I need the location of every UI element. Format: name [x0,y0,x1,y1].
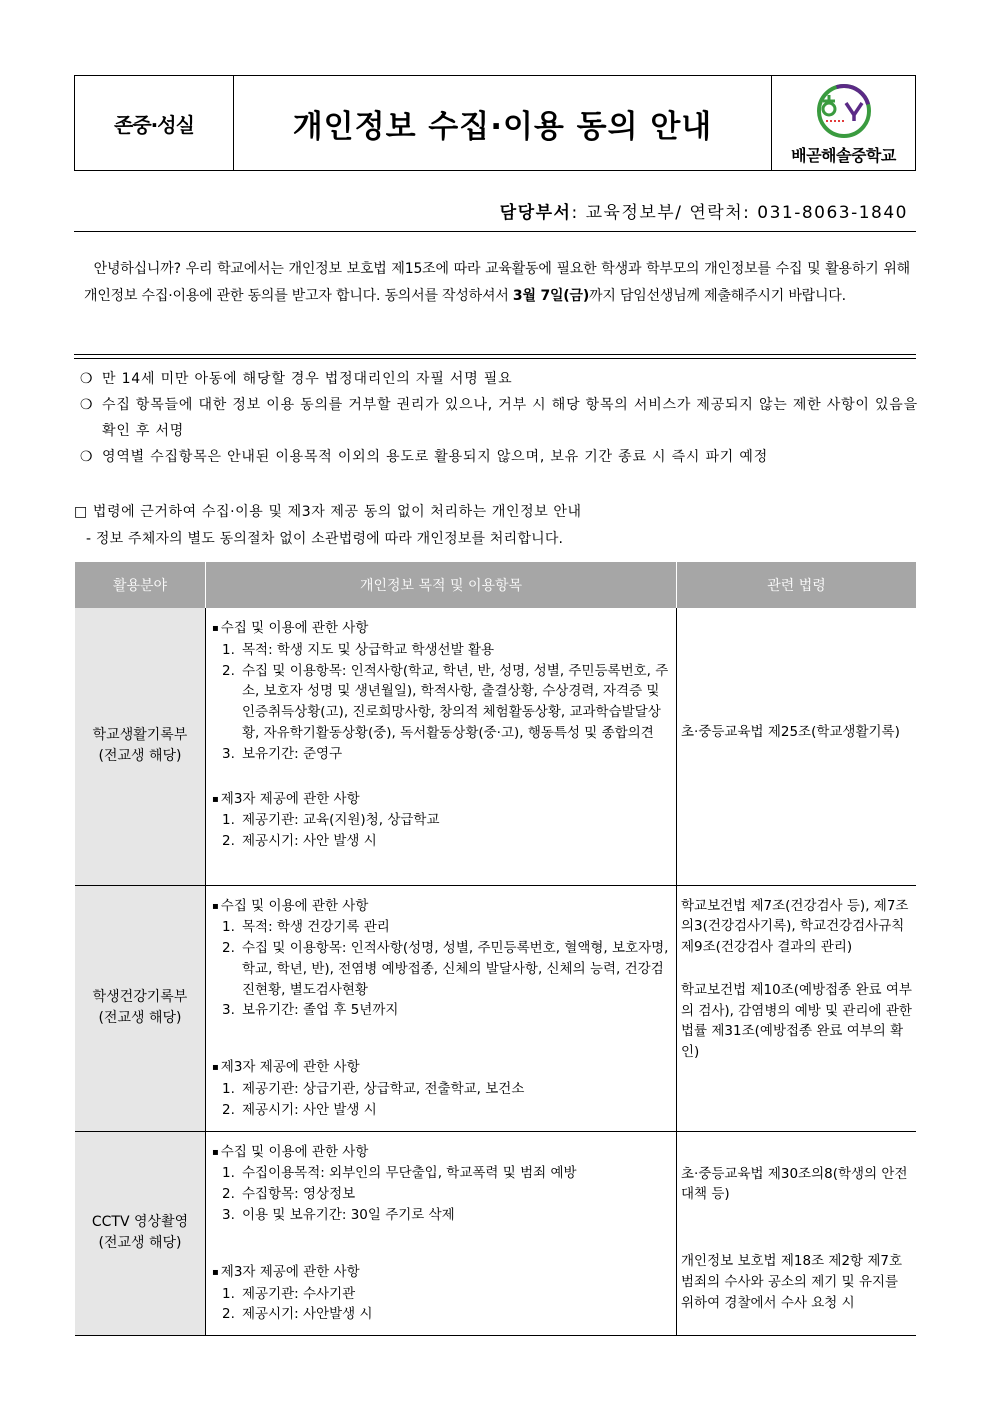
page-title: 개인정보 수집·이용 동의 안내 [292,108,713,145]
item-text: 제공시기: 사안 발생 시 [242,833,377,850]
header-box [74,75,916,171]
third-party-heading [212,789,670,811]
collect-heading-text: 수집 및 이용에 관한 사항 [220,620,369,636]
list-item [212,1000,670,1021]
list-item [212,1284,670,1305]
item-number: 1. [222,919,235,936]
third-party-heading [212,1262,670,1284]
spacer [212,1226,670,1262]
circle-bullet-icon: ❍ [80,371,94,387]
table-row [75,608,916,885]
item-text: 제공시기: 사안 발생 시 [242,1101,377,1118]
table-row [75,1131,916,1336]
list-item [212,810,670,831]
third-heading-text: 제3자 제공에 관한 사항 [220,1263,360,1280]
law-text-2: 개인정보 보호법 제18조 제2항 제7호 범죄의 수사와 공소의 제기 및 유지를 위하여 경찰에서 수사 요청 시 [681,1253,903,1311]
circle-bullet-icon: ❍ [80,397,94,413]
item-text: 제공기관: 상급기관, 상급학교, 전출학교, 보건소 [242,1081,525,1098]
section-title: □ 법령에 근거하여 수집·이용 및 제3자 제공 동의 없이 처리하는 개인정보 안내 [74,504,582,520]
law-text: 초·중등교육법 제30조의8(학생의 안전대책 등) [681,1165,908,1203]
list-item [212,1163,670,1184]
spacer [212,1021,670,1057]
header-law: 관련 법령 [677,562,917,608]
law-cell [677,1131,917,1336]
category-name: 학교생활기록부 [92,727,188,744]
category-cell [75,608,206,885]
header-category: 활용분야 [75,562,206,608]
item-number: 1. [222,1165,235,1182]
law-text: 학교보건법 제7조(건강검사 등), 제7조의3(건강검사기록), 학교건강검사규칙 제9조(건강검사 결과의 관리) [681,897,909,956]
divider [74,231,916,232]
list-item [212,1184,670,1205]
square-bullet-icon: ▪ [212,793,219,805]
list-item [212,1205,670,1226]
purpose-cell [206,885,677,1131]
collect-heading-text: 수집 및 이용에 관한 사항 [220,1143,369,1160]
category-sub: (전교생 해당) [98,1010,182,1027]
square-bullet-icon: ▪ [212,1266,219,1278]
category-sub: (전교생 해당) [98,748,182,765]
contact-value: : 교육정보부/ 연락처: 031-8063-1840 [571,203,908,223]
item-text: 수집 및 이용항목: 인적사항(학교, 학년, 반, 성명, 성별, 주민등록번호, 주소, 보호자 성명 및 생년월일), 학적사항, 출결상황, 수상경력, 자격증 및 인증취득상황(고), 진로희망사항, 창의적 체험활동상황, 교과학습발달상황, 자유학기활동상황(중), 독서활동상황(중·고), 행동특성 및 종합의견 [242,662,669,741]
item-text: 제공기관: 교육(지원)청, 상급학교 [242,812,440,829]
item-number: 2. [222,1101,235,1118]
law-text: 초·중등교육법 제25조(학교생활기록) [681,724,900,740]
law-cell [677,608,917,885]
contact-line [500,198,908,223]
notice-item [80,392,920,444]
category-name: 학생건강기록부 [92,989,188,1006]
item-text: 제공기관: 수사기관 [242,1285,356,1302]
school-emblem-icon [812,81,876,141]
collect-heading-text: 수집 및 이용에 관한 사항 [220,897,369,914]
notice-list [80,366,920,470]
intro-text-end: 까지 담임선생님께 제출해주시기 바랍니다. [589,288,846,304]
square-bullet-icon: ▪ [212,1062,219,1074]
square-bullet-icon: ▪ [212,623,219,634]
law-cell [677,885,917,1131]
item-number: 1. [222,1081,235,1098]
item-number: 1. [222,641,235,658]
list-item [212,744,670,765]
school-logo [771,76,915,170]
list-item [212,938,670,1000]
list-item [212,917,670,938]
collect-heading [212,896,670,918]
table-row [75,885,916,1131]
list-item [212,1100,670,1121]
item-text: 목적: 학생 지도 및 상급학교 학생선발 활용 [242,641,494,658]
item-number: 2. [222,1186,235,1203]
item-number: 1. [222,812,235,829]
double-divider [74,354,916,359]
third-party-heading [212,1057,670,1079]
notice-text: 만 14세 미만 아동에 해당할 경우 법정대리인의 자필 서명 필요 [102,371,513,387]
header-purpose: 개인정보 목적 및 이용항목 [206,562,677,608]
category-sub: (전교생 해당) [98,1235,182,1252]
list-item [212,1079,670,1100]
notice-text: 수집 항목들에 대한 정보 이용 동의를 거부할 권리가 있으나, 거부 시 해당 항목의 서비스가 제공되지 않는 제한 사항이 있음을 확인 후 서명 [102,397,918,439]
item-number: 3. [222,1207,235,1224]
category-cell [75,885,206,1131]
intro-text: 안녕하십니까? 우리 학교에서는 개인정보 보호법 제15조에 따라 교육활동에 필요한 학생과 학부모의 개인정보를 수집 및 활용하기 위해 개인정보 수집·이용에 관한 동의를 받고자 합니다. 동의서를 작성하셔서 [84,261,910,304]
notice-item [80,444,920,470]
item-text: 제공시기: 사안발생 시 [242,1306,373,1323]
table-header-row [75,562,916,608]
item-number: 2. [222,662,235,679]
third-heading-text: 제3자 제공에 관한 사항 [220,790,360,807]
purpose-cell [206,1131,677,1336]
item-number: 2. [222,833,235,850]
square-bullet-icon: ▪ [212,900,219,912]
list-item [212,1304,670,1325]
item-text: 보유기간: 준영구 [242,745,343,762]
school-motto: 존중·성실 [75,76,234,170]
notice-item [80,366,920,392]
notice-text: 영역별 수집항목은 안내된 이용목적 이외의 용도로 활용되지 않으며, 보유 기간 종료 시 즉시 파기 예정 [102,449,769,465]
item-number: 2. [222,1306,235,1323]
category-name: CCTV 영상촬영 [91,1214,189,1231]
circle-bullet-icon: ❍ [80,449,94,465]
item-number: 1. [222,1285,235,1302]
spacer [212,765,670,789]
third-heading-text: 제3자 제공에 관한 사항 [220,1059,360,1076]
collect-heading [212,618,670,640]
collect-heading [212,1142,670,1164]
contact-label: 담당부서 [499,203,572,223]
purpose-cell [206,608,677,885]
item-text: 보유기간: 졸업 후 5년까지 [242,1002,399,1019]
school-name: 배곧해솔중학교 [791,145,896,165]
list-item [212,661,670,744]
privacy-table [75,562,916,1336]
item-text: 수집 및 이용항목: 인적사항(성명, 성별, 주민등록번호, 혈액형, 보호자명, 학교, 학년, 반), 전염병 예방접종, 신체의 발달사항, 신체의 능력, 건강검진현황, 별도검사현황 [242,940,669,998]
list-item [212,640,670,661]
item-text: 이용 및 보유기간: 30일 주기로 삭제 [242,1207,455,1224]
category-cell [75,1131,206,1336]
item-text: 수집이용목적: 외부인의 무단출입, 학교폭력 및 범죄 예방 [242,1165,577,1182]
square-bullet-icon: ▪ [212,1146,219,1158]
item-number: 3. [222,745,235,762]
law-text-2: 학교보건법 제10조(예방접종 완료 여부의 검사), 감염병의 예방 및 관리에 관한 법률 제31조(예방접종 완료 여부의 확인) [681,981,912,1061]
section-subtitle: - 정보 주체자의 별도 동의절차 없이 소관법령에 따라 개인정보를 처리합니다. [86,531,564,547]
item-number: 2. [222,940,235,957]
item-text: 목적: 학생 건강기록 관리 [242,919,390,936]
item-text: 수집항목: 영상정보 [242,1186,356,1203]
list-item [212,831,670,852]
item-number: 3. [222,1002,235,1019]
deadline: 3월 7일(금) [512,288,590,304]
intro-paragraph [84,256,910,310]
